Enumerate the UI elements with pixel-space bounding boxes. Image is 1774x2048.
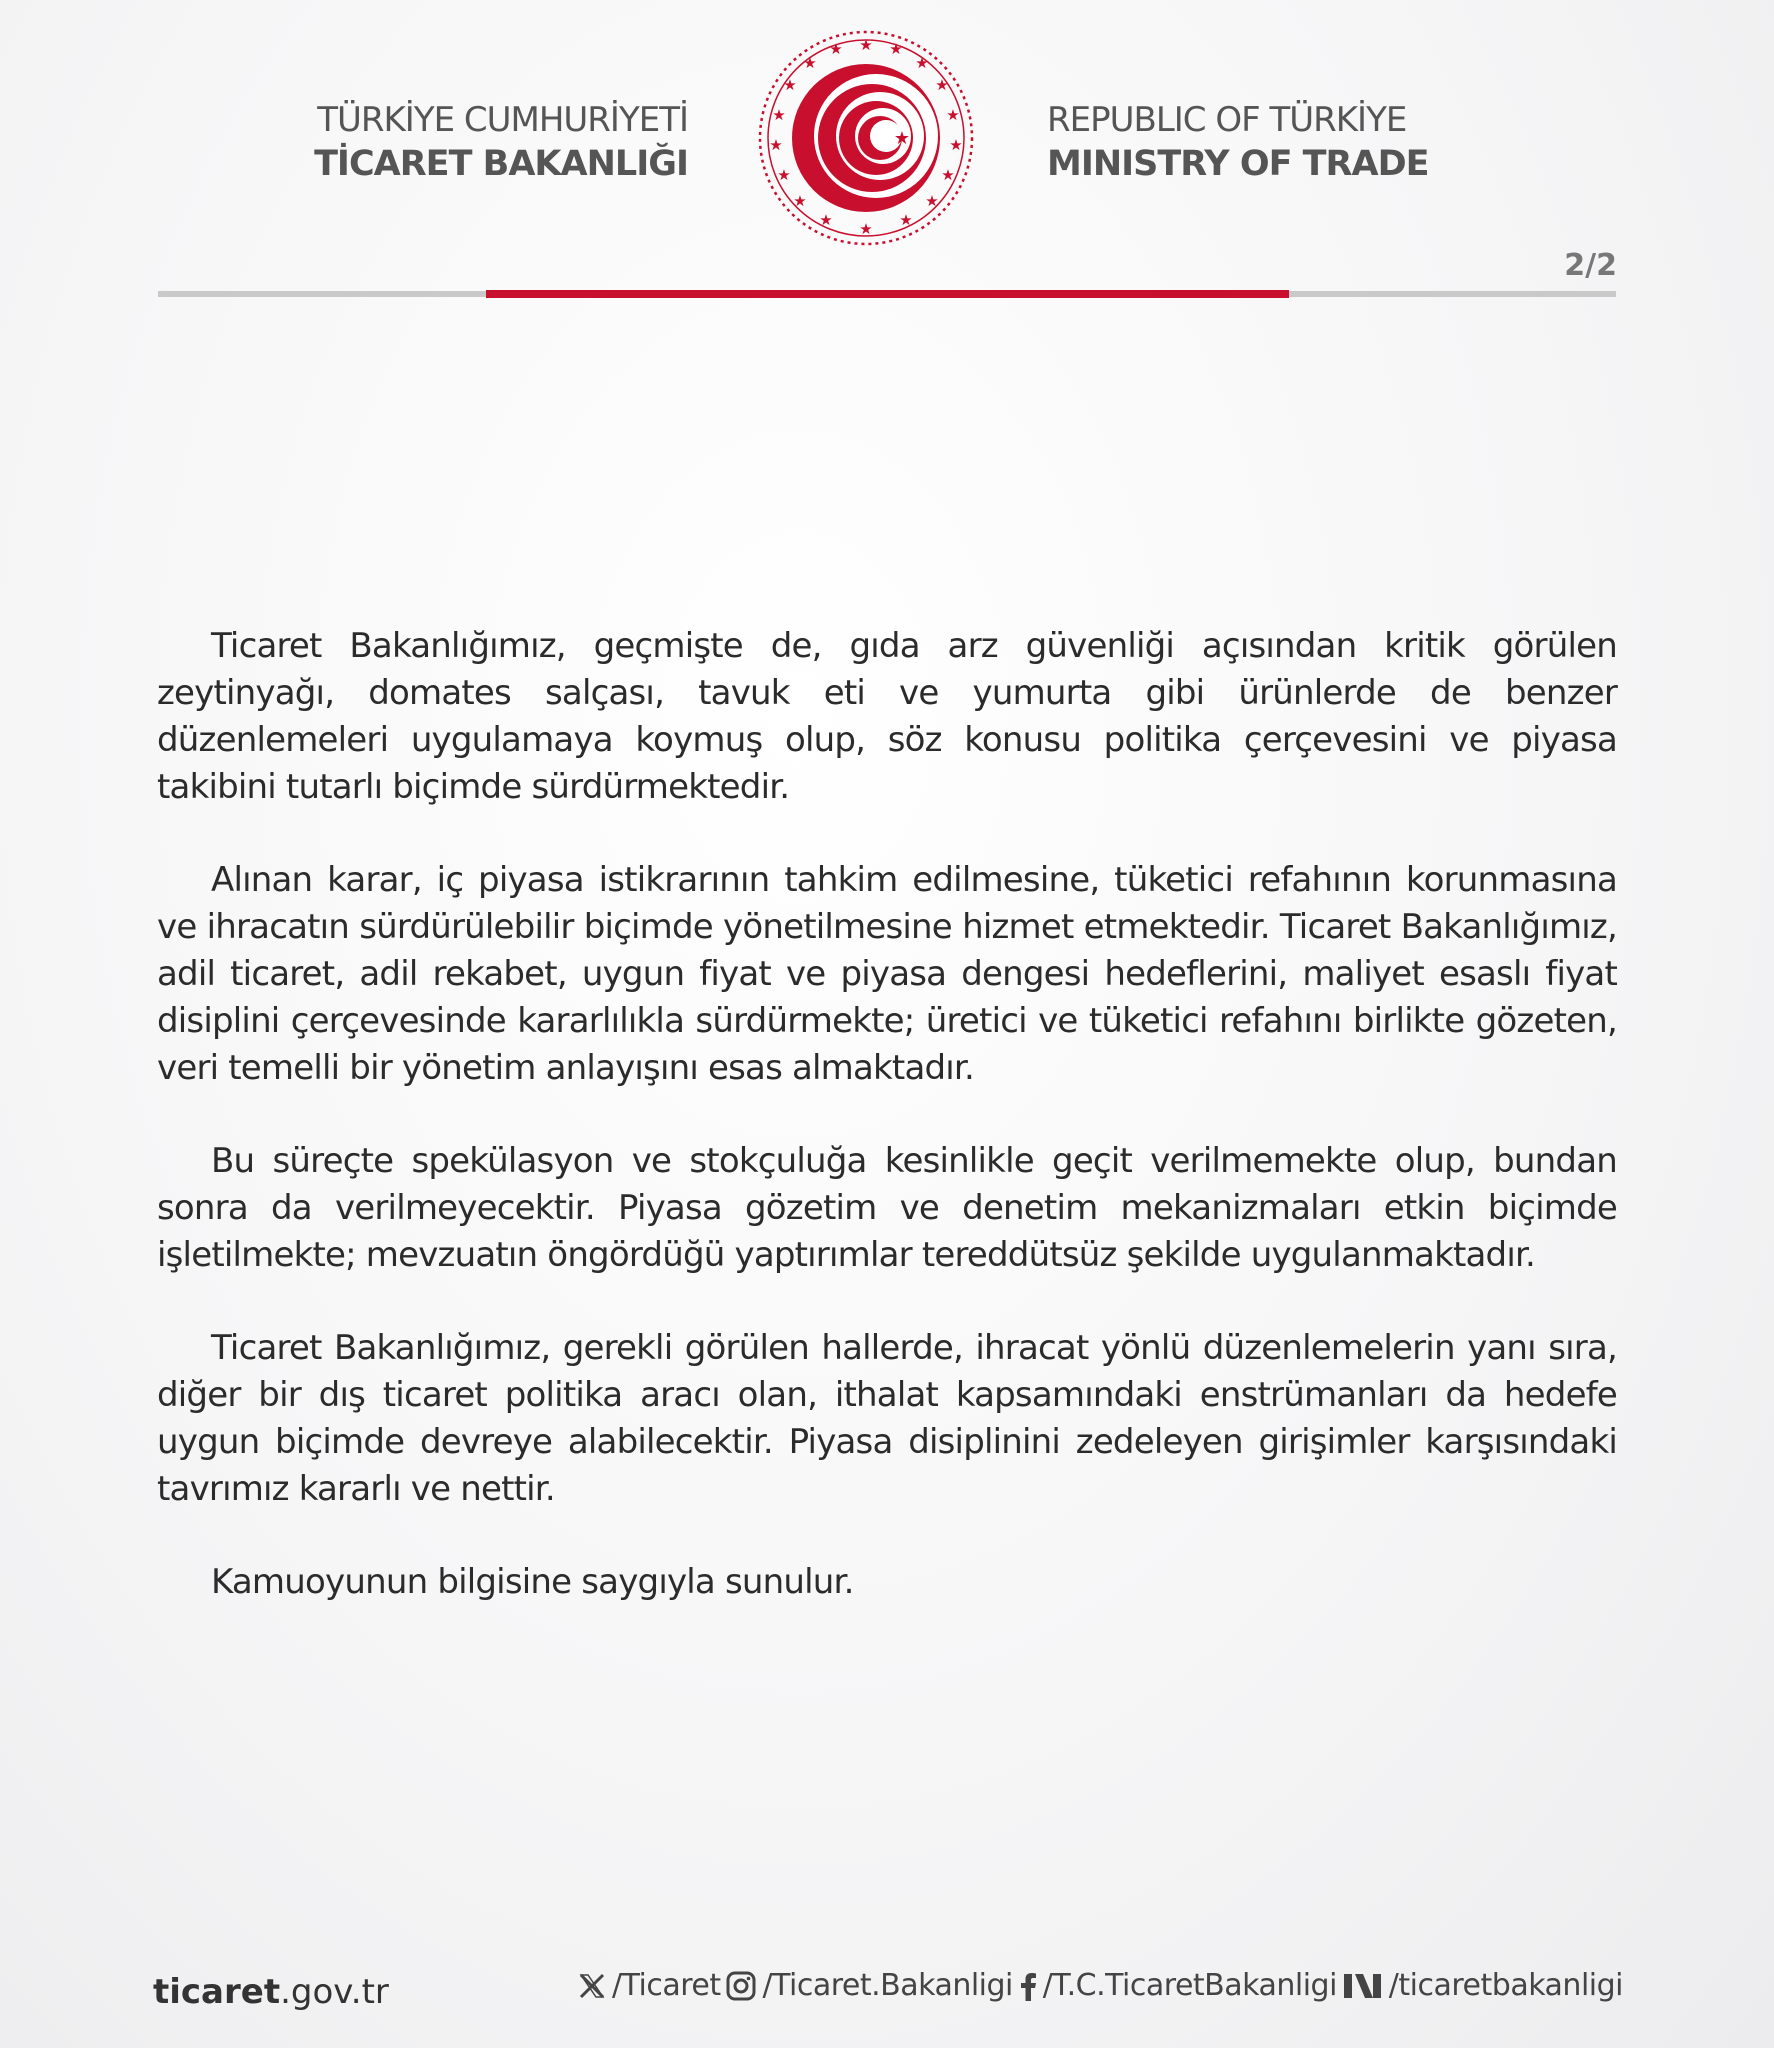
header-left [250,98,688,186]
social-link-instagram[interactable] [726,1968,1012,2003]
instagram-icon [726,1971,756,2001]
svg-text:★: ★ [949,136,963,154]
svg-text:★: ★ [935,76,949,94]
social-link-facebook[interactable] [1019,1968,1337,2003]
svg-text:★: ★ [793,192,807,210]
svg-text:★: ★ [859,220,873,238]
header-divider-accent [486,290,1289,298]
svg-text:★: ★ [819,211,833,229]
svg-text:★: ★ [829,40,843,58]
website-domain-suffix: .gov.tr [280,1972,389,2012]
header-ministry-en: MINISTRY OF TRADE [1047,144,1429,184]
x-icon [578,1972,606,2000]
social-links [578,1968,1623,2003]
header-country-tr: TÜRKİYE CUMHURİYETİ [317,100,688,140]
social-link-x[interactable] [578,1968,721,2003]
facebook-icon [1019,1971,1037,2001]
svg-text:★: ★ [772,106,786,124]
svg-text:★: ★ [859,36,873,54]
svg-text:★: ★ [946,106,960,124]
svg-text:★: ★ [803,54,817,72]
svg-text:★: ★ [915,54,929,72]
social-handle: /ticaretbakanligi [1388,1968,1623,2003]
page-number: 2/2 [1564,248,1617,283]
nsosyal-icon [1343,1972,1383,2000]
social-handle: /T.C.TicaretBakanligi [1042,1968,1337,2003]
body-paragraph: Ticaret Bakanlığımız, geçmişte de, gıda arz güvenliği açısından kritik görülen zeytinyağı, domates salçası, tavuk eti ve yumurta gibi ürünlerde de benzer düzenlemeleri uygulamaya koymuş olup, söz konusu politika çerçevesini ve piyasa takibini tutarlı biçimde sürdürmektedir. [157,626,1617,807]
body-paragraph: Alınan karar, iç piyasa istikrarının tahkim edilmesine, tüketici refahının korunmasına ve ihracatın sürdürülebilir biçimde yönetilmesine hizmet etmektedir. Ticaret Bakanlığımız, adil ticaret, adil rekabet, uygun fiyat ve piyasa dengesi hedeflerini, maliyet esaslı fiyat disiplini çerçevesinde kararlılıkla sürdürmekte; üretici ve tüketici refahını birlikte gözeten, veri temelli bir yönetim anlayışını esas almaktadır. [157,860,1617,1088]
svg-text:★: ★ [777,166,791,184]
svg-text:★: ★ [769,136,783,154]
closing-line: Kamuoyunun bilgisine saygıyla sunulur. [211,1562,854,1602]
svg-text:★: ★ [941,166,955,184]
body-paragraph: Ticaret Bakanlığımız, gerekli görülen hallerde, ihracat yönlü düzenlemelerin yanı sıra, diğer bir dış ticaret politika aracı olan, ithalat kapsamındaki enstrümanları da hedefe uygun biçimde devreye alabilecektir. Piyasa disiplinini zedeleyen girişimler karşısındaki tavrımız kararlı ve nettir. [157,1328,1617,1509]
ministry-emblem-icon [756,28,976,248]
social-link-nsosyal[interactable] [1343,1968,1623,2003]
social-handle: /Ticaret [612,1968,721,2003]
header-right [1047,98,1507,186]
header-country-en: REPUBLIC OF TÜRKİYE [1047,100,1407,140]
svg-text:★: ★ [783,76,797,94]
svg-text:★: ★ [893,128,911,149]
social-handle: /Ticaret.Bakanligi [762,1968,1013,2003]
svg-text:★: ★ [889,40,903,58]
svg-text:★: ★ [899,211,913,229]
body-paragraph: Bu süreçte spekülasyon ve stokçuluğa kesinlikle geçit verilmemekte olup, bundan sonra da verilmeyecektir. Piyasa gözetim ve denetim mekanizmaları etkin biçimde işletilmekte; mevzuatın öngördüğü yaptırımlar tereddütsüz şekilde uygulanmaktadır. [157,1141,1617,1275]
svg-text:★: ★ [925,192,939,210]
header-ministry-tr: TİCARET BAKANLIĞI [314,144,688,184]
website-domain-bold: ticaret [153,1972,281,2012]
press-release-body [157,623,1617,1606]
website-link[interactable] [153,1972,389,2012]
